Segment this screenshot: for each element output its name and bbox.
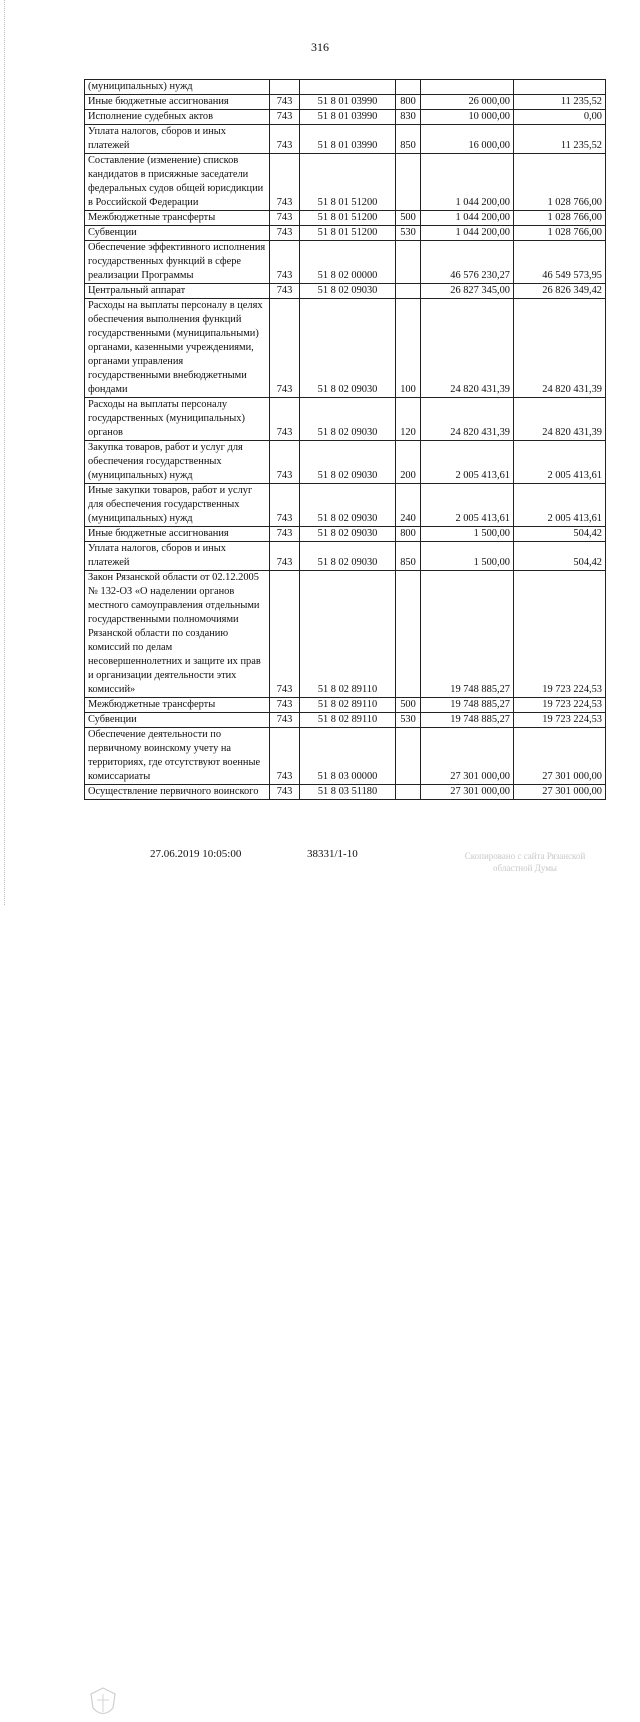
row-target-code: 51 8 02 09030 <box>300 398 396 441</box>
table-row <box>85 95 606 110</box>
row-name: Уплата налогов, сборов и иных платежей <box>85 542 270 571</box>
row-expense-type: 850 <box>396 125 421 154</box>
row-ministry-code: 743 <box>270 95 300 110</box>
row-target-code: 51 8 01 51200 <box>300 154 396 211</box>
row-name: Иные бюджетные ассигнования <box>85 527 270 542</box>
table-row <box>85 542 606 571</box>
row-amount-planned: 46 576 230,27 <box>421 241 514 284</box>
row-amount-planned: 24 820 431,39 <box>421 299 514 398</box>
row-ministry-code: 743 <box>270 698 300 713</box>
row-amount-executed: 2 005 413,61 <box>514 441 606 484</box>
table-row <box>85 698 606 713</box>
table-row <box>85 154 606 211</box>
row-ministry-code <box>270 80 300 95</box>
row-expense-type: 800 <box>396 527 421 542</box>
row-amount-planned: 1 044 200,00 <box>421 211 514 226</box>
row-target-code <box>300 80 396 95</box>
table-row <box>85 241 606 284</box>
row-amount-planned: 16 000,00 <box>421 125 514 154</box>
row-ministry-code: 743 <box>270 299 300 398</box>
row-expense-type: 850 <box>396 542 421 571</box>
table-row <box>85 441 606 484</box>
row-amount-planned: 19 748 885,27 <box>421 571 514 698</box>
row-amount-planned: 19 748 885,27 <box>421 713 514 728</box>
table-row <box>85 125 606 154</box>
row-target-code: 51 8 02 09030 <box>300 299 396 398</box>
row-amount-executed: 504,42 <box>514 527 606 542</box>
row-amount-planned: 26 000,00 <box>421 95 514 110</box>
row-amount-executed: 24 820 431,39 <box>514 398 606 441</box>
row-target-code: 51 8 02 09030 <box>300 284 396 299</box>
row-expense-type <box>396 728 421 785</box>
row-name: Межбюджетные трансферты <box>85 698 270 713</box>
table-row <box>85 299 606 398</box>
row-amount-planned: 2 005 413,61 <box>421 484 514 527</box>
row-target-code: 51 8 01 03990 <box>300 95 396 110</box>
left-margin-line <box>4 0 5 905</box>
row-target-code: 51 8 02 09030 <box>300 527 396 542</box>
row-amount-executed <box>514 80 606 95</box>
table-row <box>85 398 606 441</box>
row-name: Обеспечение эффективного исполнения государственных функций в сфере реализации Программы <box>85 241 270 284</box>
row-expense-type <box>396 785 421 800</box>
table-row <box>85 785 606 800</box>
row-name: Закупка товаров, работ и услуг для обеспечения государственных (муниципальных) нужд <box>85 441 270 484</box>
row-name: Уплата налогов, сборов и иных платежей <box>85 125 270 154</box>
row-ministry-code: 743 <box>270 441 300 484</box>
row-ministry-code: 743 <box>270 484 300 527</box>
footer-code: 38331/1-10 <box>307 848 358 860</box>
row-target-code: 51 8 03 51180 <box>300 785 396 800</box>
row-expense-type: 530 <box>396 713 421 728</box>
row-name: Иные закупки товаров, работ и услуг для обеспечения государственных (муниципальных) нужд <box>85 484 270 527</box>
row-amount-planned: 1 044 200,00 <box>421 226 514 241</box>
row-amount-executed: 11 235,52 <box>514 95 606 110</box>
row-name: (муниципальных) нужд <box>85 80 270 95</box>
row-expense-type: 240 <box>396 484 421 527</box>
row-name: Составление (изменение) списков кандидатов в присяжные заседатели федеральных судов общей юрисдикции в Российской Федерации <box>85 154 270 211</box>
table-row <box>85 110 606 125</box>
row-expense-type: 530 <box>396 226 421 241</box>
row-target-code: 51 8 01 51200 <box>300 211 396 226</box>
row-amount-planned: 10 000,00 <box>421 110 514 125</box>
table-row <box>85 226 606 241</box>
table-row <box>85 527 606 542</box>
table-row <box>85 571 606 698</box>
row-amount-planned: 27 301 000,00 <box>421 785 514 800</box>
row-amount-executed: 19 723 224,53 <box>514 713 606 728</box>
row-expense-type: 500 <box>396 211 421 226</box>
row-expense-type: 100 <box>396 299 421 398</box>
table-row <box>85 728 606 785</box>
table-row <box>85 484 606 527</box>
row-ministry-code: 743 <box>270 211 300 226</box>
row-expense-type: 200 <box>396 441 421 484</box>
page-number: 316 <box>311 40 329 54</box>
row-name: Субвенции <box>85 713 270 728</box>
row-expense-type <box>396 571 421 698</box>
row-amount-executed: 0,00 <box>514 110 606 125</box>
row-amount-planned: 26 827 345,00 <box>421 284 514 299</box>
table-row <box>85 80 606 95</box>
row-amount-executed: 504,42 <box>514 542 606 571</box>
row-amount-executed: 2 005 413,61 <box>514 484 606 527</box>
row-name: Субвенции <box>85 226 270 241</box>
row-amount-executed: 26 826 349,42 <box>514 284 606 299</box>
row-target-code: 51 8 02 09030 <box>300 441 396 484</box>
row-amount-executed: 46 549 573,95 <box>514 241 606 284</box>
row-ministry-code: 743 <box>270 527 300 542</box>
row-amount-executed: 1 028 766,00 <box>514 154 606 211</box>
row-name: Расходы на выплаты персоналу в целях обеспечения выполнения функций государственными (муниципальными) органами, казенными учреждениями, органами управления государственными внебюджетными фондами <box>85 299 270 398</box>
row-target-code: 51 8 02 00000 <box>300 241 396 284</box>
row-ministry-code: 743 <box>270 713 300 728</box>
table-row <box>85 713 606 728</box>
row-expense-type <box>396 154 421 211</box>
row-ministry-code: 743 <box>270 241 300 284</box>
row-name: Закон Рязанской области от 02.12.2005 № 132-ОЗ «О наделении органов местного самоуправления отдельными государственными полномочиями Рязанской области по созданию комиссий по делам несовершеннолетних и защите их прав и организации деятельности этих комиссий» <box>85 571 270 698</box>
row-amount-executed: 19 723 224,53 <box>514 698 606 713</box>
row-name: Иные бюджетные ассигнования <box>85 95 270 110</box>
footer-stamp: Скопировано с сайта Рязанской областной Думы <box>464 851 586 873</box>
row-target-code: 51 8 03 00000 <box>300 728 396 785</box>
table-row <box>85 284 606 299</box>
row-name: Исполнение судебных актов <box>85 110 270 125</box>
row-expense-type <box>396 284 421 299</box>
row-expense-type <box>396 241 421 284</box>
row-amount-executed: 27 301 000,00 <box>514 728 606 785</box>
row-ministry-code: 743 <box>270 284 300 299</box>
row-amount-planned: 1 044 200,00 <box>421 154 514 211</box>
row-ministry-code: 743 <box>270 785 300 800</box>
row-amount-planned: 19 748 885,27 <box>421 698 514 713</box>
row-amount-executed: 19 723 224,53 <box>514 571 606 698</box>
row-amount-executed: 27 301 000,00 <box>514 785 606 800</box>
row-amount-executed: 1 028 766,00 <box>514 211 606 226</box>
row-ministry-code: 743 <box>270 571 300 698</box>
footer-date: 27.06.2019 10:05:00 <box>150 848 242 860</box>
emblem-icon <box>86 1686 120 1722</box>
row-amount-executed: 11 235,52 <box>514 125 606 154</box>
row-amount-planned <box>421 80 514 95</box>
row-amount-planned: 1 500,00 <box>421 527 514 542</box>
table-row <box>85 211 606 226</box>
row-expense-type: 800 <box>396 95 421 110</box>
row-ministry-code: 743 <box>270 728 300 785</box>
row-amount-planned: 2 005 413,61 <box>421 441 514 484</box>
row-name: Межбюджетные трансферты <box>85 211 270 226</box>
row-amount-executed: 24 820 431,39 <box>514 299 606 398</box>
row-ministry-code: 743 <box>270 110 300 125</box>
row-amount-executed: 1 028 766,00 <box>514 226 606 241</box>
row-target-code: 51 8 02 89110 <box>300 698 396 713</box>
row-amount-planned: 1 500,00 <box>421 542 514 571</box>
row-expense-type: 120 <box>396 398 421 441</box>
row-ministry-code: 743 <box>270 542 300 571</box>
budget-table <box>84 79 606 800</box>
row-name: Осуществление первичного воинского <box>85 785 270 800</box>
row-name: Центральный аппарат <box>85 284 270 299</box>
row-expense-type <box>396 80 421 95</box>
row-ministry-code: 743 <box>270 226 300 241</box>
row-target-code: 51 8 01 51200 <box>300 226 396 241</box>
row-target-code: 51 8 02 09030 <box>300 542 396 571</box>
row-ministry-code: 743 <box>270 398 300 441</box>
row-amount-planned: 24 820 431,39 <box>421 398 514 441</box>
row-target-code: 51 8 02 09030 <box>300 484 396 527</box>
row-amount-planned: 27 301 000,00 <box>421 728 514 785</box>
row-target-code: 51 8 02 89110 <box>300 571 396 698</box>
row-expense-type: 500 <box>396 698 421 713</box>
row-name: Обеспечение деятельности по первичному воинскому учету на территориях, где отсутствуют военные комиссариаты <box>85 728 270 785</box>
row-target-code: 51 8 01 03990 <box>300 125 396 154</box>
row-ministry-code: 743 <box>270 154 300 211</box>
row-name: Расходы на выплаты персоналу государственных (муниципальных) органов <box>85 398 270 441</box>
row-target-code: 51 8 01 03990 <box>300 110 396 125</box>
row-expense-type: 830 <box>396 110 421 125</box>
budget-table-body <box>85 80 606 800</box>
row-target-code: 51 8 02 89110 <box>300 713 396 728</box>
row-ministry-code: 743 <box>270 125 300 154</box>
